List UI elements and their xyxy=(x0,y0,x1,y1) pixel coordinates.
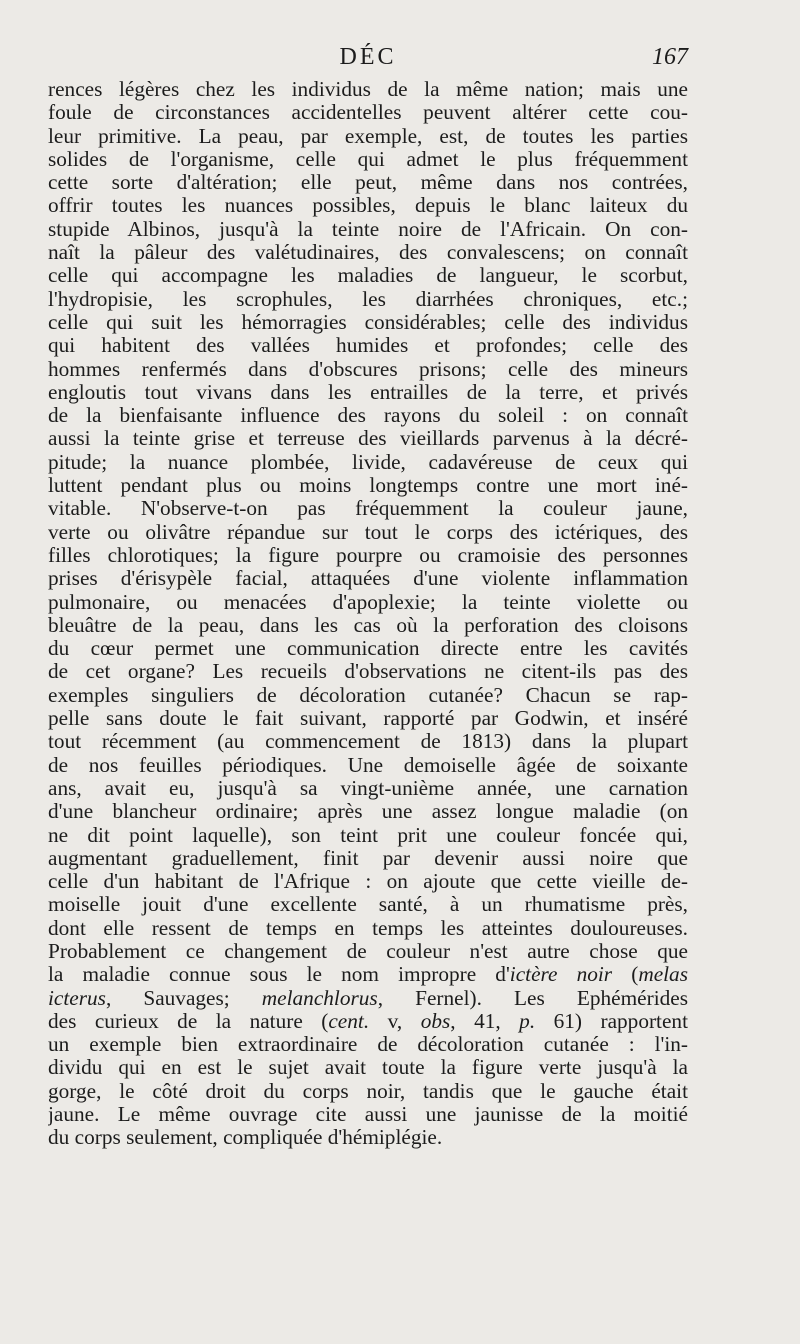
running-head: DÉC xyxy=(339,44,397,70)
text-line-mixed xyxy=(48,963,688,986)
text-line: vitable. N'observe-t-on pas fréquemment la couleur jaune, xyxy=(48,497,688,521)
text-line: de la bienfaisante influence des rayons du soleil : on connaît xyxy=(48,404,688,428)
text-line: pelle sans doute le fait suivant, rapporté par Godwin, et inséré xyxy=(48,707,688,731)
text-run: , Fernel). Les Ephémérides xyxy=(377,986,688,1010)
text-line: filles chlorotiques; la figure pourpre ou cramoisie des personnes xyxy=(48,543,688,567)
text-line: hommes renfermés dans d'obscures prisons; celle des mineurs xyxy=(48,357,688,381)
text-line: qui habitent des vallées humides et profondes; celle des xyxy=(48,334,688,358)
text-line: un exemple bien extraordinaire de décoloration cutanée : l'in- xyxy=(48,1033,688,1057)
text-line: tout récemment (au commencement de 1813) dans la plupart xyxy=(48,730,688,754)
text-line-mixed xyxy=(48,1010,688,1033)
text-line: solides de l'organisme, celle qui admet le plus fréquemment xyxy=(48,147,688,171)
text-line: cette sorte d'altération; elle peut, même dans nos contrées, xyxy=(48,171,688,195)
text-line: dividu qui en est le sujet avait toute la figure verte jusqu'à la xyxy=(48,1056,688,1080)
text-run-italic: p. xyxy=(519,1009,536,1033)
page-number: 167 xyxy=(652,44,688,70)
text-run: la maladie connue sous le nom impropre d' xyxy=(48,963,510,987)
text-run-italic: ictère noir xyxy=(509,963,613,987)
text-line: foule de circonstances accidentelles peuvent altérer cette cou- xyxy=(48,101,688,125)
text-run: , Sauvages; xyxy=(105,986,262,1010)
text-run-italic: melas xyxy=(638,963,688,987)
text-run: des curieux de la nature ( xyxy=(48,1009,329,1033)
text-run-italic: icterus xyxy=(48,986,106,1010)
text-line: aussi la teinte grise et terreuse des vieillards parvenus à la décré- xyxy=(48,427,688,451)
text-line: gorge, le côté droit du corps noir, tandis que le gauche était xyxy=(48,1079,688,1103)
text-line: engloutis tout vivans dans les entrailles de la terre, et privés xyxy=(48,380,688,404)
text-line: ans, avait eu, jusqu'à sa vingt-unième année, une carnation xyxy=(48,776,688,800)
text-line: luttent pendant plus ou moins longtemps contre une mort iné- xyxy=(48,474,688,498)
text-line: de nos feuilles périodiques. Une demoiselle âgée de soixante xyxy=(48,753,688,777)
text-line: de cet organe? Les recueils d'observations ne citent-ils pas des xyxy=(48,660,688,684)
text-line: ne dit point laquelle), son teint prit une couleur foncée qui, xyxy=(48,823,688,847)
text-line: celle d'un habitant de l'Afrique : on ajoute que cette vieille de- xyxy=(48,870,688,894)
text-run: v, xyxy=(369,1009,421,1033)
text-line: celle qui suit les hémorragies considérables; celle des individus xyxy=(48,310,688,334)
text-line: stupide Albinos, jusqu'à la teinte noire de l'Africain. On con- xyxy=(48,217,688,241)
text-line: celle qui accompagne les maladies de langueur, le scorbut, xyxy=(48,264,688,288)
body-text xyxy=(48,78,688,1150)
text-run-italic: cent. xyxy=(328,1009,370,1033)
text-run: , 41, xyxy=(450,1009,520,1033)
text-line: du corps seulement, compliquée d'hémiplégie. xyxy=(48,1126,443,1150)
text-line: pitude; la nuance plombée, livide, cadavéreuse de ceux qui xyxy=(48,450,688,474)
text-line: leur primitive. La peau, par exemple, est, de toutes les parties xyxy=(48,124,688,148)
text-line: Probablement ce changement de couleur n'est autre chose que xyxy=(48,939,688,963)
text-line: naît la pâleur des valétudinaires, des convalescens; on connaît xyxy=(48,241,688,265)
text-line: prises d'érisypèle facial, attaquées d'une violente inflammation xyxy=(48,567,688,591)
text-line: d'une blancheur ordinaire; après une assez longue maladie (on xyxy=(48,800,688,824)
text-line: l'hydropisie, les scrophules, les diarrhées chroniques, etc.; xyxy=(48,287,688,311)
text-line: exemples singuliers de décoloration cutanée? Chacun se rap- xyxy=(48,683,688,707)
text-run: ( xyxy=(612,963,639,987)
text-line: augmentant graduellement, finit par devenir aussi noire que xyxy=(48,846,688,870)
text-line: bleuâtre de la peau, dans les cas où la perforation des cloisons xyxy=(48,613,688,637)
text-line: jaune. Le même ouvrage cite aussi une jaunisse de la moitié xyxy=(48,1103,688,1127)
text-line: dont elle ressent de temps en temps les atteintes douloureuses. xyxy=(48,916,688,940)
text-line: pulmonaire, ou menacées d'apoplexie; la teinte violette ou xyxy=(48,590,688,614)
text-run-italic: obs xyxy=(420,1009,451,1033)
text-line: offrir toutes les nuances possibles, depuis le blanc laiteux du xyxy=(48,194,688,218)
text-line: rences légères chez les individus de la même nation; mais une xyxy=(48,78,688,101)
page-header xyxy=(48,44,688,74)
text-line: du cœur permet une communication directe entre les cavités xyxy=(48,637,688,661)
text-line: verte ou olivâtre répandue sur tout le corps des ictériques, des xyxy=(48,520,688,544)
text-line: moiselle jouit d'une excellente santé, à un rhumatisme près, xyxy=(48,893,688,917)
text-line-mixed xyxy=(48,987,688,1010)
text-run: 61) rapportent xyxy=(535,1009,688,1033)
text-run-italic: melanchlorus xyxy=(261,986,378,1010)
